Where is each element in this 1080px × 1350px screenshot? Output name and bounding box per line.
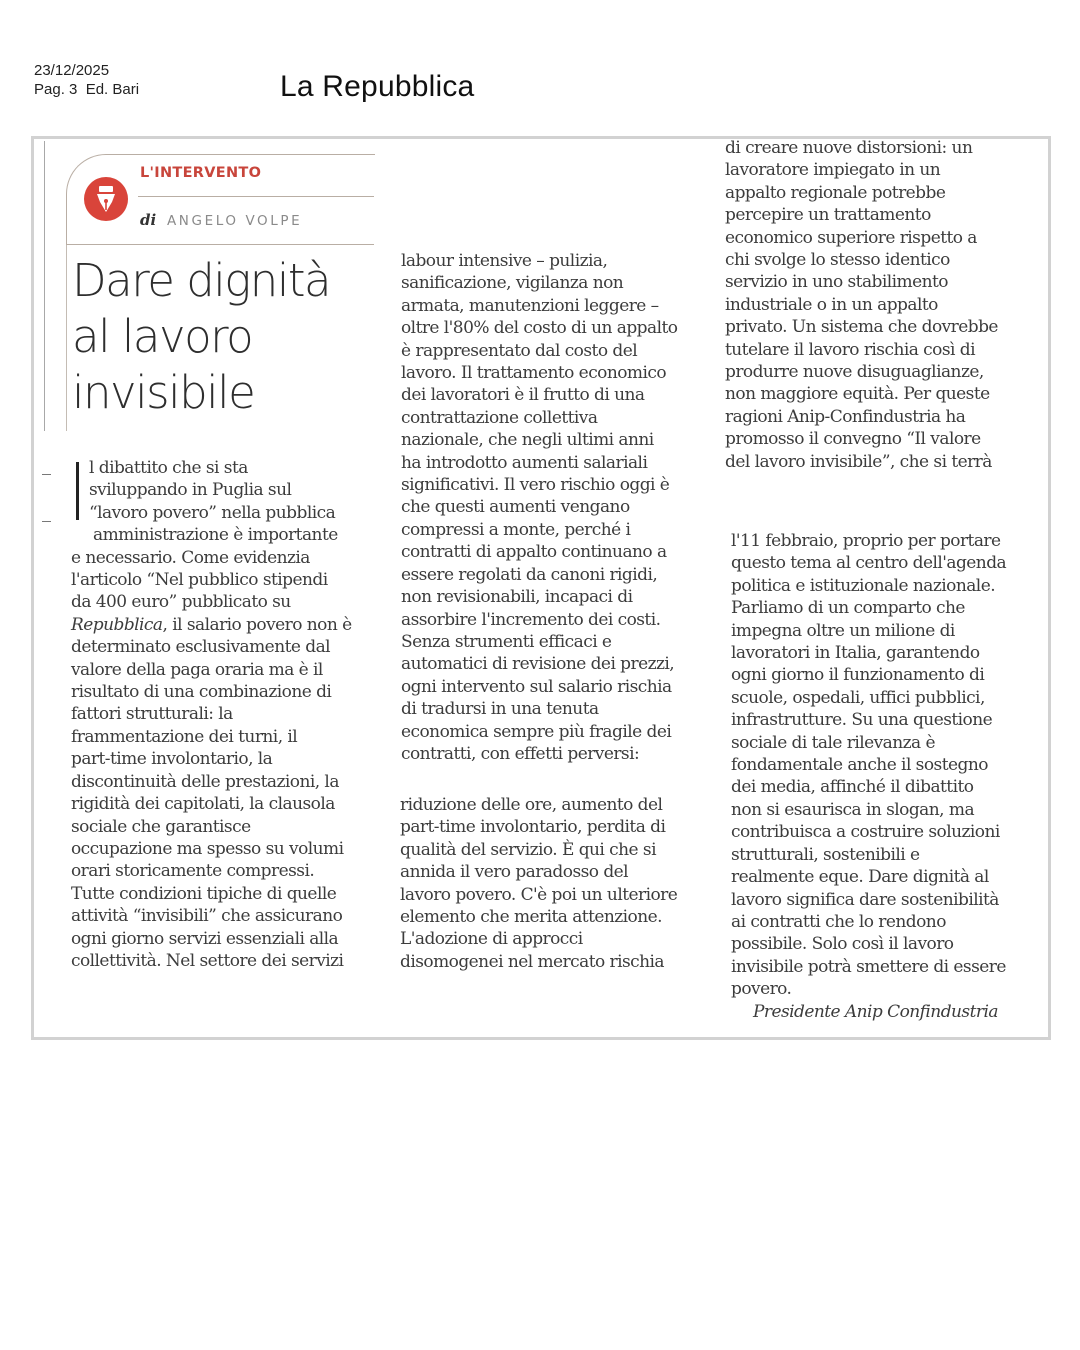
text-line: realmente eque. Dare dignità al [731,867,989,888]
text-line: nazionale, che negli ultimi anni [401,430,654,451]
text-line: chi svolge lo stesso identico [725,250,950,271]
clipping-meta [34,61,139,99]
text-line: lavoratore impiegato in un [725,160,941,181]
text-line: amministrazione è importante [93,525,338,546]
headline-rule [66,244,67,431]
kicker-bottom-rule [66,244,374,245]
text-line: non revisionabili, incapaci di [401,587,633,608]
author-name: ANGELO VOLPE [166,213,303,229]
text-line: promosso il convegno “Il valore [725,429,981,450]
text-line: privato. Un sistema che dovrebbe [725,317,998,338]
clipping-date: 23/12/2025 [34,62,110,79]
author-signature: Presidente Anip Confindustria [753,1001,998,1022]
text-line: l'articolo “Nel pubblico stipendi [71,570,328,591]
text-line: armata, manutenzioni leggere – [401,295,659,316]
text-line: fattori strutturali: la [71,704,233,725]
text-line: ai contratti che lo rendono [731,911,946,932]
column-2-bottom [400,794,677,973]
publication-name: Repubblica [71,614,163,635]
text-line: riduzione delle ore, aumento del [400,795,663,815]
text-line: dei lavoratori è il frutto di una [401,385,645,406]
text-line: attività “invisibili” che assicurano [71,906,343,927]
text-line: “lavoro povero” nella pubblica [89,502,336,523]
text-line: impegna oltre un milione di [731,620,955,641]
column-3-top [725,137,998,473]
text-line: ogni giorno il funzionamento di [731,665,985,686]
text-line: di tradursi in una tenuta [401,699,599,720]
text-line: dei media, affinché il dibattito [731,777,974,798]
text-fragment: , il salario povero non è [162,614,352,635]
clipping-page-edition: Pag. 3 Ed. Bari [34,81,140,98]
text-line: produrre nuove disuguaglianze, [725,362,984,383]
text-line: di creare nuove distorsioni: un [725,138,973,158]
text-line: assorbire l'incremento dei costi. [401,609,661,630]
text-line: Senza strumenti efficaci e [401,631,612,652]
text-line: essere regolati da canoni rigidi, [401,564,658,585]
text-line: industriale o in un appalto [725,294,938,315]
text-line: sociale che garantisce [71,816,251,837]
text-line: del lavoro invisibile”, che si terrà [725,451,992,472]
text-line: non si esaurisca in slogan, ma [731,799,975,820]
text-line: lavoro povero. C'è poi un ulteriore [400,884,678,905]
text-line: orari storicamente compressi. [71,861,315,882]
text-line: che questi aumenti vengano [401,497,630,518]
text-line: ogni giorno servizi essenziali alla [71,928,339,949]
text-line: elemento che merita attenzione. [400,907,663,928]
text-line: significativi. Il vero rischio oggi è [401,475,670,496]
text-line: infrastrutture. Su una questione [731,710,993,731]
fountain-pen-nib-icon [84,177,128,221]
margin-mark [42,521,51,522]
text-line: frammentazione dei turni, il [71,726,298,747]
text-line: determinato esclusivamente dal [71,637,331,658]
text-line: tutelare il lavoro rischia così di [725,339,975,360]
headline-line: Dare dignità [72,254,331,307]
text-line: valore della paga oraria ma è il [71,659,323,680]
text-line: part-time involontario, perdita di [400,817,666,838]
text-line: servizio in uno stabilimento [725,272,948,293]
text-line: possibile. Solo così il lavoro [731,934,954,955]
text-line: L'adozione di approcci [400,929,583,950]
text-line: da 400 euro” pubblicato su [71,592,291,613]
text-line: contribuisca a costruire soluzioni [731,822,1000,843]
text-line: automatici di revisione dei prezzi, [401,654,675,675]
text-line: economica sempre più fragile dei [401,721,672,742]
text-line: sanificazione, vigilanza non [401,273,624,294]
text-line: l'11 febbraio, proprio per portare [731,531,1001,551]
text-line: questo tema al centro dell'agenda [731,553,1007,574]
text-line: oltre l'80% del costo di un appalto [401,318,678,339]
text-line: qualità del servizio. È qui che si [400,839,656,860]
text-line: ha introdotto aumenti salariali [401,452,648,473]
text-line: Parliamo di un comparto che [731,598,965,619]
text-line: non maggiore equità. Per queste [725,384,990,405]
left-rule [44,141,45,431]
text-line: l dibattito che si sta [89,458,248,478]
text-line: e necessario. Come evidenzia [71,547,310,568]
text-line: ogni intervento sul salario rischia [401,676,672,697]
text-line: sviluppando in Puglia sul [89,480,292,501]
text-line: contrattazione collettiva [401,407,598,428]
text-line: ragioni Anip-Confindustria ha [725,406,966,427]
text-line: sociale di tale rilevanza è [731,732,936,753]
headline-line: invisibile [72,366,255,419]
text-line: fondamentale anche il sostegno [731,755,988,776]
text-line: scuole, ospedali, uffici pubblici, [731,687,985,708]
text-line: lavoro significa dare sostenibilità [731,889,999,910]
headline-line: al lavoro [72,310,253,363]
text-line: Tutte condizioni tipiche di quelle [71,883,337,904]
newspaper-name: La Repubblica [280,70,475,103]
text-line: compressi a monte, perché i [401,519,631,540]
headline [72,253,372,421]
byline-prefix: di [140,211,157,229]
text-line: disomogenei nel mercato rischia [400,951,664,972]
text-line: lavoro. Il trattamento economico [401,363,667,384]
text-line: appalto regionale potrebbe [725,182,946,203]
text-line: percepire un trattamento [725,205,931,226]
section-kicker: L'INTERVENTO [140,165,262,181]
text-line [71,614,352,636]
text-line: economico superiore rispetto a [725,227,977,248]
text-line: povero. [731,979,792,1000]
column-1 [71,457,352,972]
text-line: part-time involontario, la [71,749,273,770]
text-line: invisibile potrà smettere di essere [731,956,1006,977]
kicker-divider [138,196,374,197]
text-line: contratti di appalto continuano a [401,542,667,563]
text-line: contratti, con effetti perversi: [401,743,640,764]
article-clipping [31,136,1051,1040]
column-2-top [401,250,677,765]
text-line: collettività. Nel settore dei servizi [71,950,344,971]
text-line: occupazione ma spesso su volumi [71,838,344,859]
column-3-bottom [731,530,1006,1023]
text-line: strutturali, sostenibili e [731,844,920,865]
text-line: politica e istituzionale nazionale. [731,575,996,596]
text-line: discontinuità delle prestazioni, la [71,771,339,792]
text-line: labour intensive – pulizia, [401,251,608,271]
text-line: rigidità dei capitolati, la clausola [71,794,335,815]
text-line: è rappresentato dal costo del [401,340,638,361]
byline [140,211,302,229]
margin-mark [42,474,51,475]
text-line: lavoratori in Italia, garantendo [731,643,980,664]
text-line: annida il vero paradosso del [400,862,629,883]
text-line: risultato di una combinazione di [71,682,332,703]
